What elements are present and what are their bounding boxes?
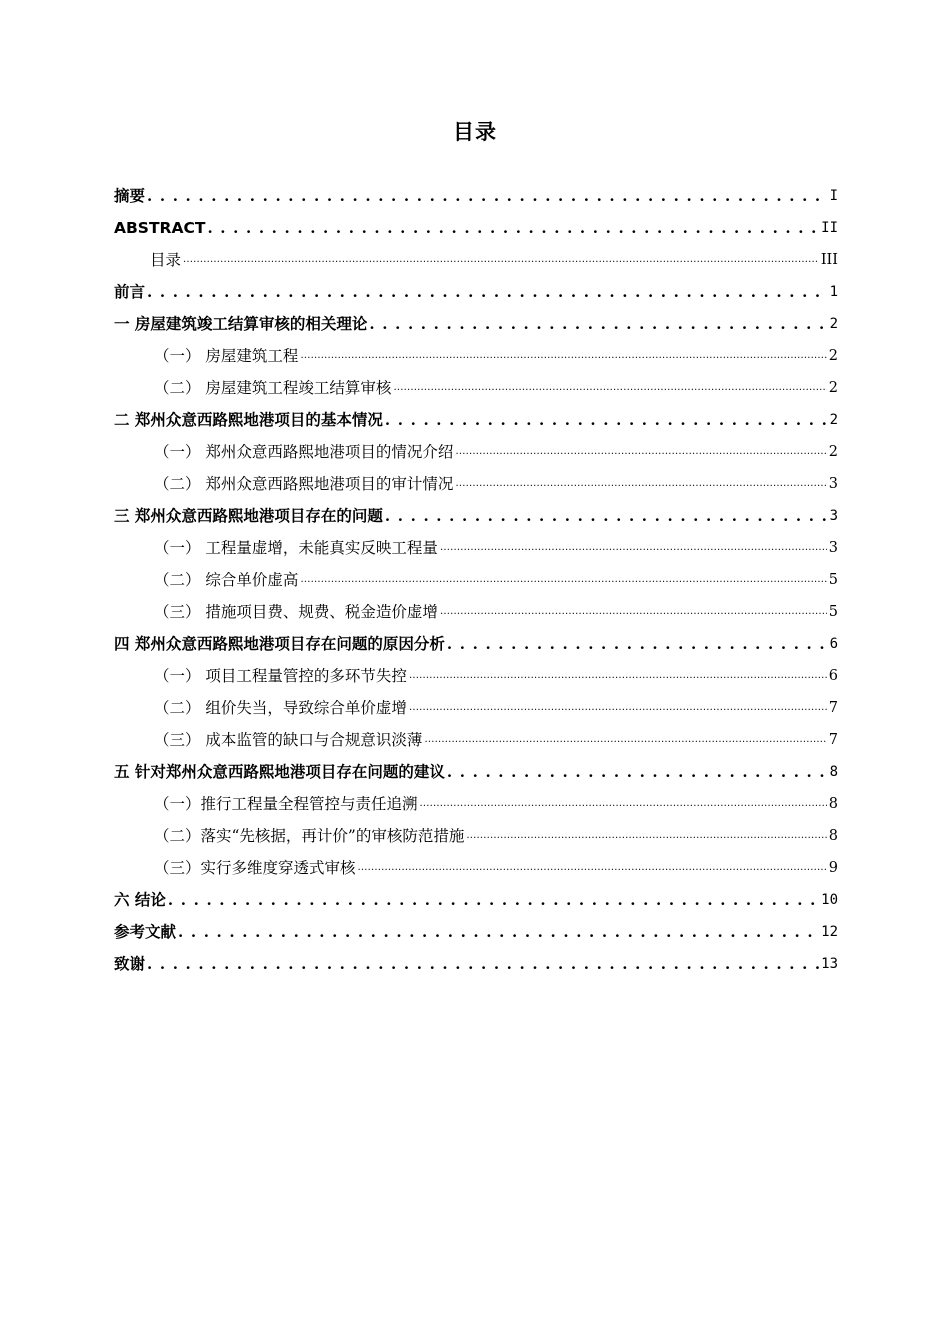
toc-entry-label: （三）实行多维度穿透式审核 [154, 859, 356, 877]
toc-entry-label: （一）推行工程量全程管控与责任追溯 [154, 795, 418, 813]
toc-entry-section-3-2[interactable] [154, 566, 838, 590]
toc-entry-preface[interactable] [114, 278, 838, 302]
toc-entry-page: 2 [828, 380, 838, 396]
dot-leader [369, 314, 827, 334]
toc-entry-label: （一） 房屋建筑工程 [154, 347, 299, 365]
dot-leader [300, 343, 826, 366]
toc-entry-section-1-2[interactable] [154, 374, 838, 398]
toc-entry-section-5-2[interactable] [154, 822, 838, 846]
toc-entry-page: 3 [829, 508, 838, 524]
toc-entry-chapter-2[interactable] [114, 406, 838, 430]
dot-leader [466, 823, 826, 846]
toc-entry-label: 四 郑州众意西路熙地港项目存在问题的原因分析 [114, 635, 445, 653]
toc-entry-page: 10 [821, 892, 838, 908]
toc-entry-page: 7 [828, 732, 838, 748]
toc-entry-contents[interactable] [150, 246, 838, 270]
toc-entry-page: 3 [828, 476, 838, 492]
toc-entry-section-4-1[interactable] [154, 662, 838, 686]
dot-leader [147, 186, 828, 206]
dot-leader [393, 375, 826, 398]
toc-entry-label: （二） 组价失当，导致综合单价虚增 [154, 699, 407, 717]
toc-entry-section-3-3[interactable] [154, 598, 838, 622]
toc-entry-section-5-3[interactable] [154, 854, 838, 878]
dot-leader [440, 535, 827, 558]
toc-entry-label: 致谢 [114, 955, 146, 973]
toc-entry-label: 五 针对郑州众意西路熙地港项目存在问题的建议 [114, 763, 445, 781]
toc-entry-label: 摘要 [114, 187, 146, 205]
toc-entry-page: 2 [828, 348, 838, 364]
toc-entry-label: ABSTRACT [114, 219, 206, 237]
toc-entry-page: 13 [821, 956, 838, 972]
toc-entry-label: 三 郑州众意西路熙地港项目存在的问题 [114, 507, 383, 525]
toc-entry-page: 8 [828, 828, 838, 844]
toc-entry-section-2-2[interactable] [154, 470, 838, 494]
toc-entry-label: （三） 措施项目费、规费、税金造价虚增 [154, 603, 438, 621]
dot-leader [385, 410, 828, 430]
toc-entry-label: （二） 综合单价虚高 [154, 571, 299, 589]
toc-entry-chapter-1[interactable] [114, 310, 838, 334]
toc-entry-label: （一） 郑州众意西路熙地港项目的情况介绍 [154, 443, 454, 461]
toc-entry-section-1-1[interactable] [154, 342, 838, 366]
page-title: 目录 [453, 120, 497, 144]
toc-entry-label: （二） 房屋建筑工程竣工结算审核 [154, 379, 392, 397]
toc-entry-section-2-1[interactable] [154, 438, 838, 462]
toc-entry-section-3-1[interactable] [154, 534, 838, 558]
toc-entry-page: III [820, 252, 838, 268]
dot-leader [300, 567, 826, 590]
dot-leader [358, 855, 827, 878]
dot-leader [409, 695, 827, 718]
toc-entry-page: 8 [829, 764, 838, 780]
toc-entry-label: 二 郑州众意西路熙地港项目的基本情况 [114, 411, 383, 429]
toc-entry-page: 5 [828, 604, 838, 620]
toc-entry-page: 3 [828, 540, 838, 556]
dot-leader [168, 890, 819, 910]
toc-entry-label: 六 结论 [114, 891, 166, 909]
toc-entry-page: 7 [828, 700, 838, 716]
toc-entry-chapter-5[interactable] [114, 758, 838, 782]
dot-leader [178, 922, 819, 942]
toc-entry-page: 2 [829, 412, 838, 428]
toc-entry-page: 2 [829, 316, 838, 332]
dot-leader [147, 282, 828, 302]
toc-entry-page: 9 [828, 860, 838, 876]
dot-leader [455, 471, 826, 494]
dot-leader [440, 599, 827, 622]
toc-entry-abstract-cn[interactable] [114, 182, 838, 206]
dot-leader [455, 439, 826, 462]
dot-leader [447, 634, 828, 654]
toc-entry-page: 2 [828, 444, 838, 460]
toc-entry-label: 目录 [150, 251, 182, 269]
toc-entry-section-4-2[interactable] [154, 694, 838, 718]
toc-entry-label: （一） 项目工程量管控的多环节失控 [154, 667, 407, 685]
toc-entry-label: （一） 工程量虚增，未能真实反映工程量 [154, 539, 438, 557]
dot-leader [207, 218, 819, 238]
toc-entry-page: 5 [828, 572, 838, 588]
toc-entry-label: （三） 成本监管的缺口与合规意识淡薄 [154, 731, 423, 749]
toc-entry-page: 6 [828, 668, 838, 684]
dot-leader [183, 247, 819, 270]
toc-entry-page: 1 [829, 284, 838, 300]
toc-entry-label: 一 房屋建筑竣工结算审核的相关理论 [114, 315, 368, 333]
toc-entry-references[interactable] [114, 918, 838, 942]
toc-entry-section-4-3[interactable] [154, 726, 838, 750]
toc-entry-label: （二）落实“先核据，再计价”的审核防范措施 [154, 827, 465, 845]
toc-entry-label: 参考文献 [114, 923, 177, 941]
toc-entry-acknowledgements[interactable] [114, 950, 838, 974]
dot-leader [385, 506, 828, 526]
toc-entry-page: I [829, 188, 838, 204]
dot-leader [447, 762, 828, 782]
toc-entry-section-5-1[interactable] [154, 790, 838, 814]
dot-leader [147, 954, 819, 974]
toc-entry-page: 8 [828, 796, 838, 812]
toc-entry-page: II [821, 220, 838, 236]
toc-entry-abstract-en[interactable] [114, 214, 838, 238]
dot-leader [409, 663, 827, 686]
toc-entry-chapter-6[interactable] [114, 886, 838, 910]
toc-entry-chapter-3[interactable] [114, 502, 838, 526]
toc-entry-label: 前言 [114, 283, 146, 301]
toc-entry-chapter-4[interactable] [114, 630, 838, 654]
toc-entry-page: 12 [821, 924, 838, 940]
toc-entry-page: 6 [829, 636, 838, 652]
dot-leader [424, 727, 826, 750]
dot-leader [420, 791, 827, 814]
toc-entry-label: （二） 郑州众意西路熙地港项目的审计情况 [154, 475, 454, 493]
